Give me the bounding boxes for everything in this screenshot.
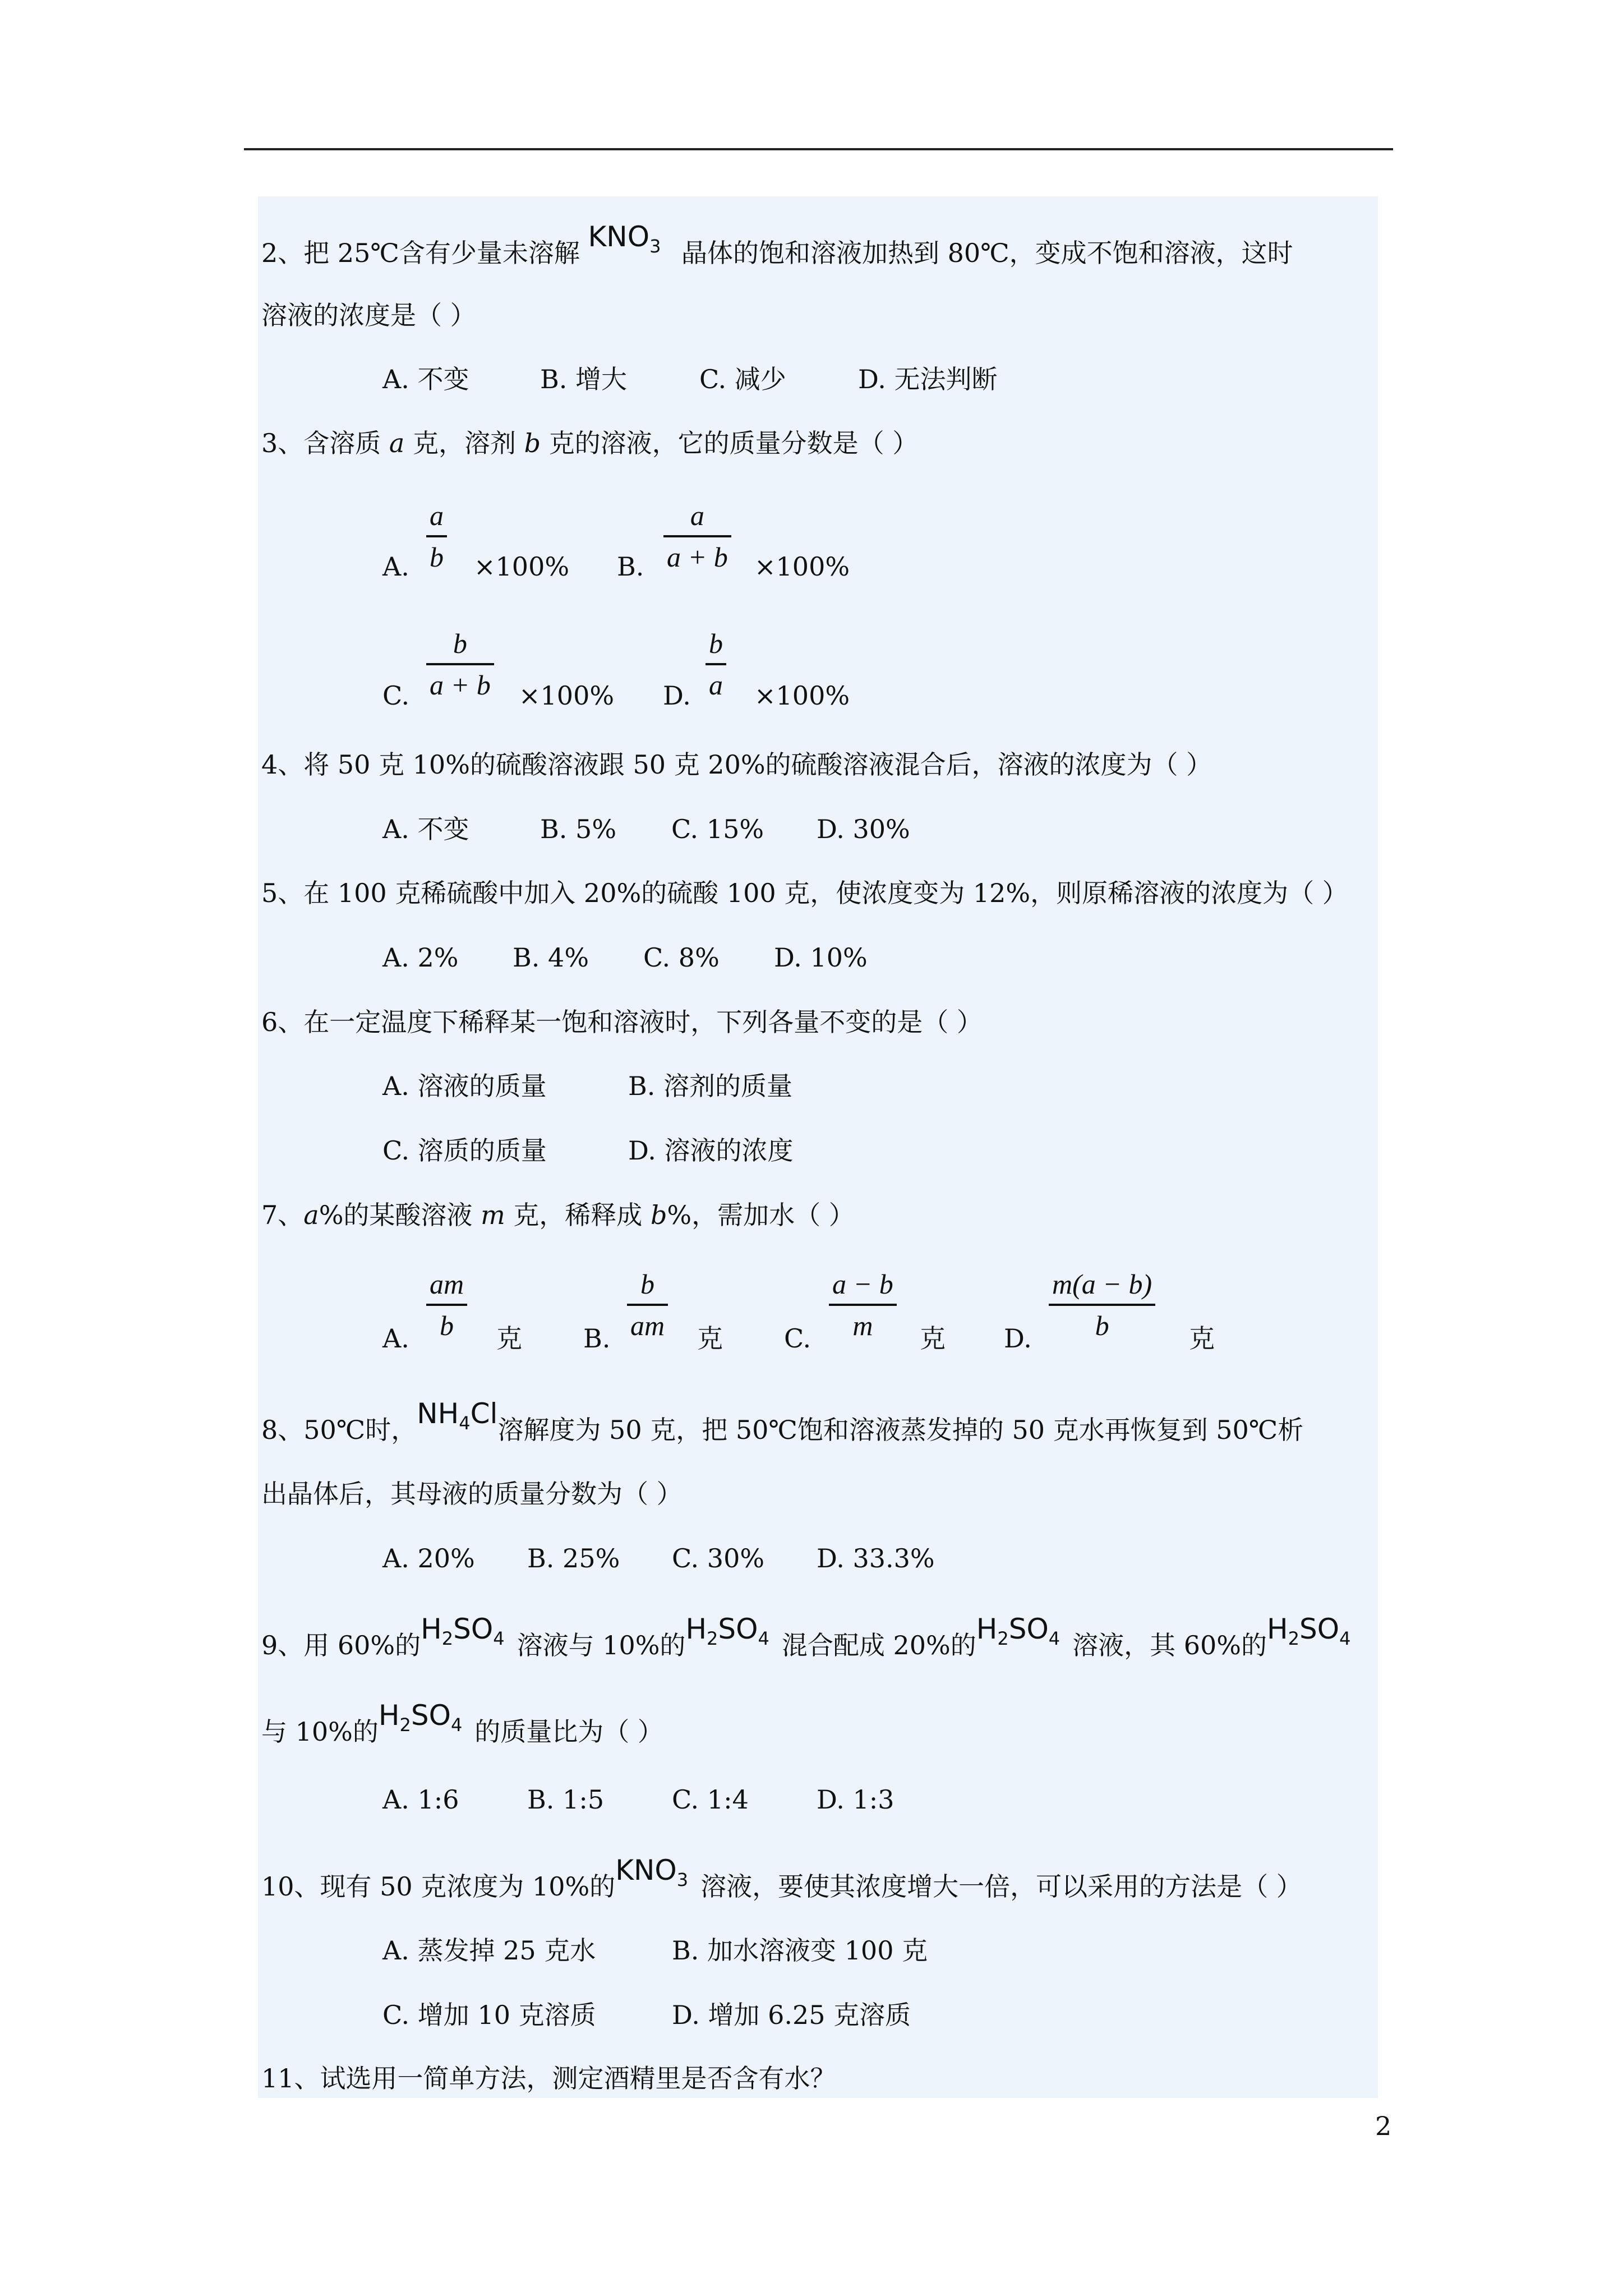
q7-var-b: b [650, 1200, 667, 1230]
q2-text-a: 2、把 25℃含有少量未溶解 [261, 238, 580, 268]
q7-option-d-unit: 克 [1189, 1323, 1215, 1354]
chem-subscript: 2 [997, 1628, 1009, 1649]
chem-tail: Cl [470, 1397, 498, 1430]
q3-option-d-fraction [706, 627, 726, 701]
chem-text: KNO [615, 1854, 677, 1887]
q7-option-b-fraction [627, 1268, 668, 1342]
q7-option-c-letter: C. [784, 1323, 811, 1354]
q3-option-c-suffix: ×100% [519, 680, 615, 711]
question-9-line-2 [261, 1699, 663, 1757]
h2so4-formula [421, 1612, 504, 1655]
question-8-line-1 [261, 1397, 1304, 1456]
q4-option-a: A. 不变 [382, 814, 469, 844]
question-7-stem [261, 1198, 855, 1232]
q7-text-a: 7、 [261, 1200, 304, 1230]
denominator: b [430, 541, 444, 573]
q3-option-d-letter: D. [663, 680, 691, 711]
h2so4-formula [685, 1612, 769, 1655]
q8-text-a: 8、50℃时， [261, 1415, 417, 1445]
question-9-line-1 [261, 1613, 1351, 1671]
q2-option-b: B. 增大 [540, 364, 628, 394]
numerator: b [426, 627, 494, 665]
q4-option-d: D. 30% [817, 814, 910, 844]
q3-option-b-letter: B. [617, 551, 644, 582]
q7-option-c-fraction [829, 1268, 897, 1342]
chem-subscript: 4 [450, 1714, 463, 1736]
q4-option-b: B. 5% [540, 814, 617, 844]
chem-subscript: 4 [1048, 1628, 1061, 1649]
chem-so: SO [453, 1613, 494, 1645]
chem-h: H [976, 1613, 998, 1645]
question-2-line-1 [261, 220, 1293, 279]
chem-subscript: 2 [707, 1628, 718, 1649]
q8-option-a: A. 20% [382, 1543, 475, 1573]
q10-option-d: D. 增加 6.25 克溶质 [672, 2000, 911, 2030]
q3-var-a: a [389, 428, 405, 458]
q6-option-b: B. 溶剂的质量 [628, 1071, 793, 1101]
q5-option-c: C. 8% [643, 942, 720, 973]
numerator: a [426, 499, 447, 537]
q7-var-a: a [303, 1200, 319, 1230]
q7-var-m: m [481, 1200, 505, 1230]
numerator: a − b [829, 1268, 897, 1306]
q9-option-b: B. 1:5 [527, 1784, 605, 1815]
h2so4-formula [976, 1612, 1060, 1655]
chem-h: H [378, 1699, 400, 1732]
question-4-stem: 4、将 50 克 10%的硫酸溶液跟 50 克 20%的硫酸溶液混合后，溶液的浓度为（ ） [261, 749, 1212, 780]
q6-option-d: D. 溶液的浓度 [628, 1135, 794, 1166]
q7-option-d-fraction [1049, 1268, 1155, 1342]
q4-option-c: C. 15% [671, 814, 764, 844]
q7-option-a-fraction [426, 1268, 467, 1342]
q10-text-1: 10、现有 50 克浓度为 10%的 [261, 1871, 616, 1902]
q7-option-b-unit: 克 [697, 1323, 723, 1354]
denominator: b [440, 1310, 454, 1341]
denominator: am [630, 1310, 665, 1341]
chem-h: H [421, 1613, 442, 1645]
denominator: b [1095, 1310, 1109, 1341]
denominator: a [709, 669, 723, 701]
q3-option-d-suffix: ×100% [754, 680, 850, 711]
q10-option-b: B. 加水溶液变 100 克 [672, 1935, 928, 1966]
numerator: am [426, 1268, 467, 1306]
chem-subscript: 4 [1339, 1628, 1351, 1649]
chem-subscript: 2 [1288, 1628, 1299, 1649]
chem-so: SO [411, 1699, 451, 1732]
chem-subscript: 2 [399, 1714, 411, 1736]
q5-option-b: B. 4% [513, 942, 589, 973]
q8-option-b: B. 25% [527, 1543, 620, 1573]
question-11-stem: 11、试选用一简单方法，测定酒精里是否含有水？ [261, 2063, 836, 2093]
q8-option-d: D. 33.3% [817, 1543, 935, 1573]
chem-text: KNO [588, 220, 650, 253]
chem-text: NH [417, 1397, 459, 1430]
q6-option-a: A. 溶液的质量 [382, 1071, 547, 1101]
question-5-stem: 5、在 100 克稀硫酸中加入 20%的硫酸 100 克，使浓度变为 12%，则原稀溶液的浓度为（ ） [261, 878, 1348, 908]
q3-text-a: 3、含溶质 [261, 428, 389, 458]
q7-option-a-unit: 克 [496, 1323, 522, 1354]
numerator: a [663, 499, 731, 537]
q2-text-b: 晶体的饱和溶液加热到 80℃，变成不饱和溶液，这时 [681, 238, 1293, 268]
q7-text-c: 克，稀释成 [505, 1200, 651, 1230]
q9-option-c: C. 1:4 [672, 1784, 749, 1815]
numerator: b [706, 627, 726, 665]
denominator: a + b [667, 541, 728, 573]
question-10-stem [261, 1854, 1302, 1912]
numerator: m(a − b) [1049, 1268, 1155, 1306]
q3-text-b: 克，溶剂 [404, 428, 524, 458]
kno3-formula [588, 220, 661, 263]
question-3-stem [261, 426, 918, 460]
nh4cl-formula [417, 1397, 497, 1440]
q9-text-4: 溶液，其 60%的 [1072, 1630, 1267, 1660]
q2-option-d: D. 无法判断 [858, 364, 998, 394]
q5-option-d: D. 10% [774, 942, 868, 973]
q8-text-b: 溶解度为 50 克，把 50℃饱和溶液蒸发掉的 50 克水再恢复到 50℃析 [497, 1415, 1304, 1445]
q9-text-6: 的质量比为（ ） [474, 1717, 663, 1747]
h2so4-formula [1267, 1612, 1350, 1655]
q3-option-a-letter: A. [382, 551, 409, 582]
question-8-line-2: 出晶体后，其母液的质量分数为（ ） [261, 1479, 683, 1509]
q9-text-1: 9、用 60%的 [261, 1630, 421, 1660]
denominator: m [852, 1310, 873, 1341]
q9-text-2: 溶液与 10%的 [517, 1630, 686, 1660]
chem-subscript: 4 [758, 1628, 769, 1649]
q2-option-c: C. 减少 [699, 364, 786, 394]
denominator: a + b [430, 669, 491, 701]
q3-option-b-suffix: ×100% [754, 551, 850, 582]
q3-option-a-fraction [426, 499, 447, 573]
q7-text-d: %，需加水（ ） [667, 1200, 855, 1230]
q3-option-c-fraction [426, 627, 494, 701]
q10-text-2: 溶液，要使其浓度增大一倍，可以采用的方法是（ ） [700, 1871, 1302, 1902]
question-6-stem: 6、在一定温度下稀释某一饱和溶液时，下列各量不变的是（ ） [261, 1007, 983, 1037]
q3-option-c-letter: C. [382, 680, 410, 711]
chem-so: SO [1008, 1613, 1049, 1645]
q7-text-b: %的某酸溶液 [319, 1200, 481, 1230]
q5-option-a: A. 2% [382, 942, 459, 973]
q9-text-5: 与 10%的 [261, 1717, 379, 1747]
chem-subscript: 2 [441, 1628, 454, 1649]
h2so4-formula [379, 1699, 462, 1742]
q3-option-b-fraction [663, 499, 731, 573]
chem-h: H [685, 1613, 707, 1645]
q6-option-c: C. 溶质的质量 [382, 1135, 547, 1166]
q3-var-b: b [524, 428, 541, 458]
q3-text-c: 克的溶液，它的质量分数是（ ） [541, 428, 919, 458]
chem-subscript: 4 [493, 1628, 505, 1649]
chem-so: SO [1299, 1613, 1340, 1645]
page-number: 2 [1375, 2111, 1392, 2141]
q7-option-b-letter: B. [583, 1323, 611, 1354]
chem-h: H [1267, 1613, 1288, 1645]
chem-so: SO [718, 1613, 758, 1645]
q8-option-c: C. 30% [672, 1543, 765, 1573]
q7-option-c-unit: 克 [920, 1323, 946, 1354]
q7-option-d-letter: D. [1004, 1323, 1032, 1354]
q9-option-a: A. 1:6 [382, 1784, 459, 1815]
chem-subscript: 3 [676, 1869, 689, 1890]
q10-option-c: C. 增加 10 克溶质 [382, 2000, 596, 2030]
q9-text-3: 混合配成 20%的 [781, 1630, 976, 1660]
q9-option-d: D. 1:3 [817, 1784, 895, 1815]
q7-option-a-letter: A. [382, 1323, 409, 1354]
q2-option-a: A. 不变 [382, 364, 469, 394]
chem-subscript: 4 [459, 1412, 471, 1434]
q10-option-a: A. 蒸发掉 25 克水 [382, 1935, 596, 1966]
chem-subscript: 3 [649, 236, 661, 257]
question-2-line-2: 溶液的浓度是（ ） [261, 300, 476, 330]
kno3-formula [615, 1853, 688, 1897]
numerator: b [627, 1268, 668, 1306]
q3-option-a-suffix: ×100% [474, 551, 570, 582]
header-rule [244, 148, 1393, 150]
